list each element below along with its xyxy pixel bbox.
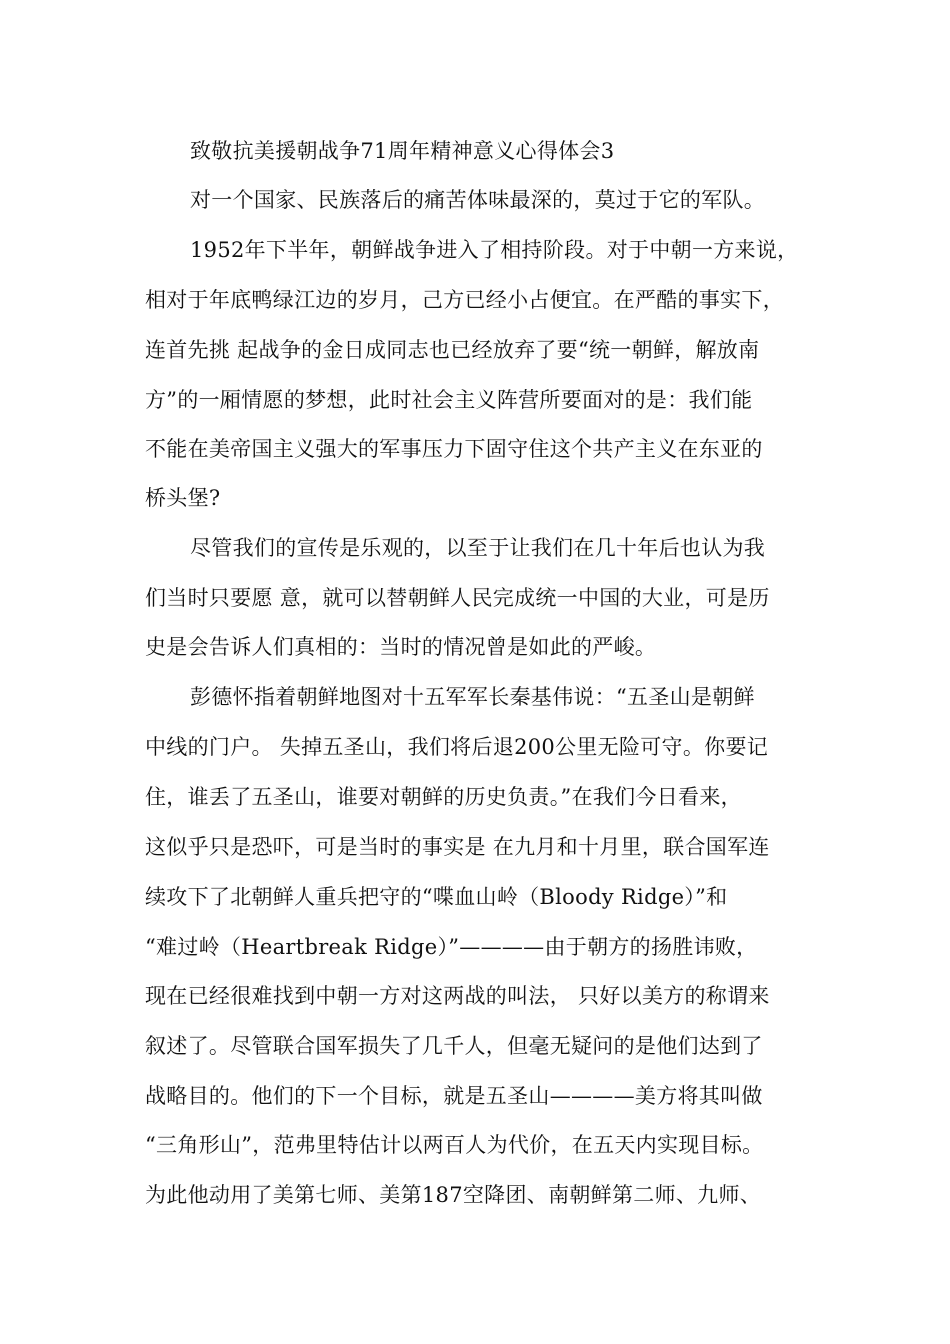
paragraph-line: 们当时只要愿 意，就可以替朝鲜人民完成统一中国的大业，可是历 — [145, 586, 770, 610]
paragraph-line: 为此他动用了美第七师、美第187空降团、南朝鲜第二师、九师、 — [145, 1183, 762, 1207]
paragraph-line: “三角形山”，范弗里特估计以两百人为代价，在五天内实现目标。 — [145, 1133, 764, 1157]
paragraph-line: 现在已经很难找到中朝一方对这两战的叫法， 只好以美方的称谓来 — [145, 984, 770, 1008]
paragraph-line: 住，谁丢了五圣山，谁要对朝鲜的历史负责。”在我们今日看来， — [145, 785, 742, 809]
paragraph-line: 对一个国家、民族落后的痛苦体味最深的，莫过于它的军队。 — [190, 188, 766, 212]
paragraph-line: 彭德怀指着朝鲜地图对十五军军长秦基伟说：“五圣山是朝鲜 — [190, 685, 755, 709]
paragraph-line: 中线的门户。 失掉五圣山，我们将后退200公里无险可守。你要记 — [145, 735, 769, 759]
paragraph-line: “难过岭（Heartbreak Ridge）”————由于朝方的扬胜讳败， — [145, 935, 758, 959]
paragraph-line: 史是会告诉人们真相的：当时的情况曾是如此的严峻。 — [145, 635, 657, 659]
paragraph-line: 不能在美帝国主义强大的军事压力下固守住这个共产主义在东亚的 — [145, 437, 763, 461]
paragraph-line: 连首先挑 起战争的金日成同志也已经放弃了要“统一朝鲜，解放南 — [145, 338, 760, 362]
paragraph-line: 桥头堡? — [145, 486, 221, 510]
paragraph-line: 叙述了。尽管联合国军损失了几千人，但毫无疑问的是他们达到了 — [145, 1034, 763, 1058]
document-title: 致敬抗美援朝战争71周年精神意义心得体会3 — [190, 139, 615, 163]
paragraph-line: 相对于年底鸭绿江边的岁月，己方已经小占便宜。在严酷的事实下， — [145, 288, 784, 312]
paragraph-line: 尽管我们的宣传是乐观的，以至于让我们在几十年后也认为我 — [190, 536, 766, 560]
paragraph-line: 续攻下了北朝鲜人重兵把守的“喋血山岭（Bloody Ridge）”和 — [145, 885, 728, 909]
paragraph-line: 1952年下半年，朝鲜战争进入了相持阶段。对于中朝一方来说， — [190, 238, 799, 262]
paragraph-line: 方”的一厢情愿的梦想，此时社会主义阵营所要面对的是：我们能 — [145, 388, 753, 412]
paragraph-line: 这似乎只是恐吓，可是当时的事实是 在九月和十月里，联合国军连 — [145, 835, 770, 859]
paragraph-line: 战略目的。他们的下一个目标，就是五圣山————美方将其叫做 — [145, 1084, 763, 1108]
